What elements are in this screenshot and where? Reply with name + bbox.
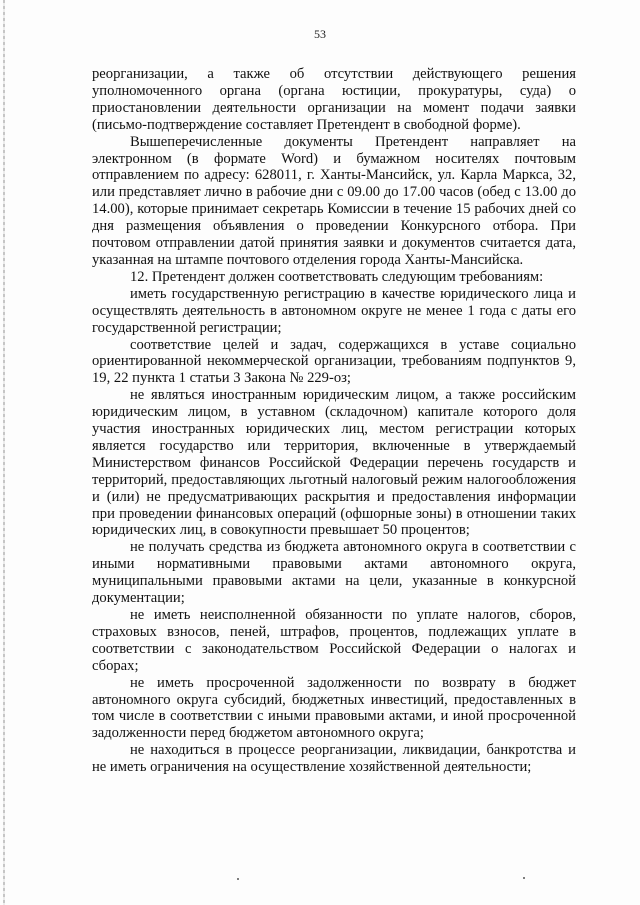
page-number: 53 [314, 27, 326, 41]
paragraph-4: иметь государственную регистрацию в качестве юридического лица и осуществлять деятельность в автономном округе не менее 1 года с даты его государственной регистрации; [92, 285, 576, 336]
document-body [92, 66, 576, 776]
paragraph-7: не получать средства из бюджета автономного округа в соответствии с иными нормативными правовыми актами автономного округа, муниципальными правовыми актами на цели, указанные в конкурсной документации; [92, 539, 576, 607]
paragraph-1: реорганизации, а также об отсутствии действующего решения уполномоченного органа (органа юстиции, прокуратуры, суда) о приостановлении деятельности организации на момент подачи заявки (письмо-подтверждение составляет Претендент в свободной форме). [92, 66, 576, 133]
paragraph-10: не находиться в процессе реорганизации, ликвидации, банкротства и не иметь ограничения на осуществление хозяйственной деятельности; [92, 742, 576, 776]
paragraph-5: соответствие целей и задач, содержащихся в уставе социально ориентированной некоммерческой организации, требованиям подпунктов 9, 19, 22 пункта 1 статьи 3 Закона № 229-оз; [92, 336, 576, 387]
paragraph-6: не являться иностранным юридическим лицом, а также российским юридическим лицом, в уставном (складочном) капитале которого доля участия иностранных юридических лиц, местом регистрации которых является государство или территория, включенные в утверждаемый Министерством финансов Российской Федерации перечень государств и территорий, предоставляющих льготный налоговый режим налогообложения и (или) не предусматривающих раскрытия и предоставления информации при проведении финансовых операций (офшорные зоны) в отношении таких юридических лиц, в совокупности превышает 50 процентов; [92, 387, 576, 539]
paragraph-3: 12. Претендент должен соответствовать следующим требованиям: [130, 268, 544, 285]
paragraph-8: не иметь неисполненной обязанности по уплате налогов, сборов, страховых взносов, пеней, штрафов, процентов, подлежащих уплате в соответствии с законодательством Российской Федерации о налогах и сборах; [92, 607, 576, 674]
scan-edge [3, 0, 5, 905]
scan-speck [523, 877, 525, 879]
paragraph-2: Вышеперечисленные документы Претендент направляет на электронном (в формате Word) и бумажном носителях почтовым отправлением по адресу: 628011, г. Ханты-Мансийск, ул. Карла Маркса, 32, или представляет лично в рабочие дни с 09.00 до 17.00 часов (обед с 13.00 до 14.00), которые принимает секретарь Комиссии в течение 15 рабочих дней со дня размещения объявления о проведении Конкурсного отбора. При почтовом отправлении датой принятия заявки и документов считается дата, указанная на штампе почтового отделения города Ханты-Мансийска. [92, 133, 576, 268]
paragraph-9: не иметь просроченной задолженности по возврату в бюджет автономного округа субсидий, бюджетных инвестиций, предоставленных в том числе в соответствии с иными правовыми актами, и иной просроченной задолженности перед бюджетом автономного округа; [92, 674, 576, 742]
scan-speck [237, 878, 239, 880]
